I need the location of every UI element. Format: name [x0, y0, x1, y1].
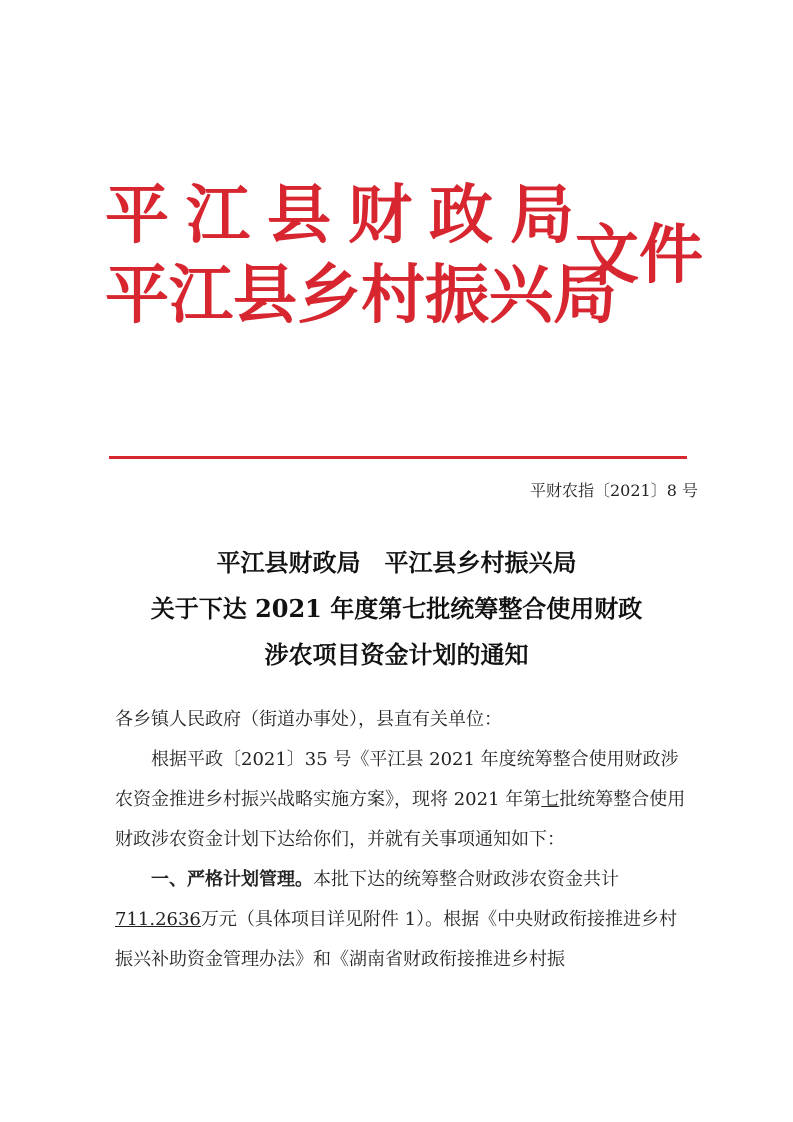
document-body: [115, 700, 690, 980]
letterhead: [105, 178, 725, 358]
paragraph-basis-text-b: 批统筹整合使用财政涉农资金计划下达给你们，并就有关事项通知如下：: [115, 789, 686, 850]
title-line-2: 关于下达 2021 年度第七批统筹整合使用财政: [150, 594, 643, 623]
document-title: [60, 540, 733, 678]
salutation: 各乡镇人民政府（街道办事处），县直有关单位：: [115, 709, 502, 730]
section-heading-1: 一、严格计划管理。: [151, 869, 313, 890]
paragraph-plan-text-a: 本批下达的统筹整合财政涉农资金共计: [313, 869, 619, 890]
fund-amount: 711.2636: [115, 909, 201, 930]
red-divider: [109, 456, 687, 459]
issuer-rural-revitalization-bureau: 平江县乡村振兴局: [105, 258, 617, 333]
paragraph-basis: [115, 740, 690, 860]
paragraph-basis-text-a: 根据平政〔2021〕35 号《平江县 2021 年度统筹整合使用财政涉农资金推进乡村振兴战略实施方案》，现将 2021 年第: [115, 749, 679, 810]
document-type: 文件: [575, 218, 703, 293]
paragraph-plan-management: [115, 860, 690, 980]
title-line-3: 涉农项目资金计划的通知: [264, 640, 529, 669]
title-line-1: 平江县财政局 平江县乡村振兴局: [216, 548, 577, 577]
batch-number: 七: [541, 789, 560, 810]
paragraph-plan-text-b: 万元（具体项目详见附件 1）。根据《中央财政衔接推进乡村振兴补助资金管理办法》和《湖南省财政衔接推进乡村振: [115, 909, 678, 970]
document-number: 平财农指〔2021〕8 号: [530, 481, 698, 500]
issuer-finance-bureau: 平江县财政局: [105, 178, 591, 253]
